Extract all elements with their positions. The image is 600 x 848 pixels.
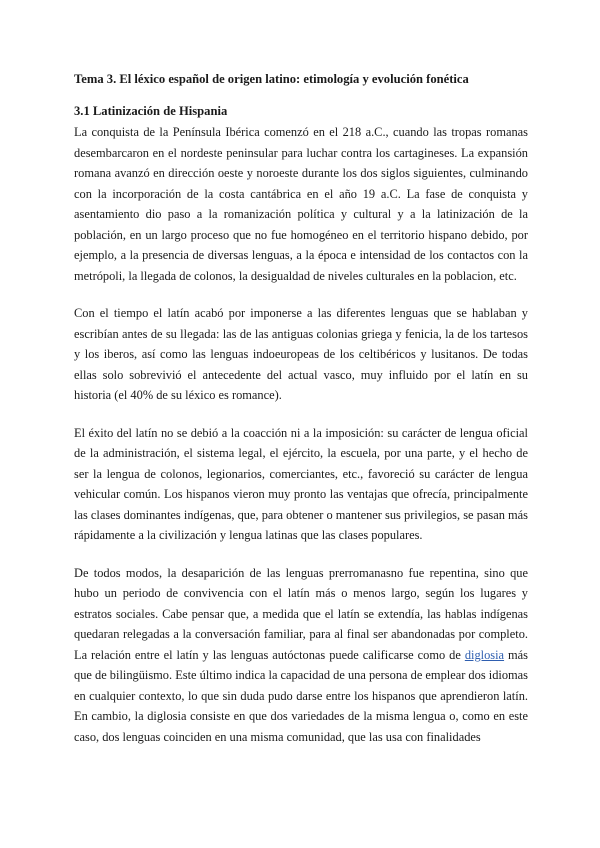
- paragraph-conquista: La conquista de la Península Ibérica comenzó en el 218 a.C., cuando las tropas romanas desembarcaron en el nordeste peninsular para luchar contra los cartagineses. La expansión romana avanzó en dirección oeste y noroeste durante los dos siglos siguientes, culminando con la incorporación de la costa cantábrica en el año 19 a.C. La fase de conquista y asentamiento dio paso a la romanización política y cultural y a la latinización de la población, en un largo proceso que no fue homogéneo en el territorio hispano debido, por ejemplo, a la presencia de diversas lenguas, a la época e intensidad de los contactos con la metrópoli, la llegada de colonos, la desigualdad de niveles culturales en la poblacion, etc.: [74, 125, 528, 283]
- paragraph-exito-latin: El éxito del latín no se debió a la coacción ni a la imposición: su carácter de lengua oficial de la administración, el sistema legal, el ejército, la escuela, por una parte, y el hecho de ser la lengua de colonos, legionarios, comerciantes, etc., favoreció su carácter de lengua vehicular común. Los hispanos vieron muy pronto las ventajas que ofrecía, principalmente las clases dominantes indígenas, que, para obtener o mantener sus privilegios, se pasan más rápidamente a la civilización y lengua latinas que las clases populares.: [74, 425, 528, 542]
- section-heading: 3.1 Latinización de Hispania: [74, 104, 228, 118]
- paragraph-text-after-link: más que de bilingüismo. Este último indica la capacidad de una persona de emplear dos idiomas en cualquier contexto, lo que sin duda pudo darse entre los hispanos que aprendieron latín. En cambio, la diglosia consiste en que dos variedades de la misma lengua o, como en este caso, dos lenguas coinciden en una misma comunidad, que las usa con finalidades: [74, 647, 528, 744]
- paragraph-diglosia: [74, 563, 528, 748]
- document-title: Tema 3. El léxico español de origen latino: etimología y evolución fonética: [74, 72, 469, 86]
- document-page: [74, 70, 528, 764]
- diglosia-link[interactable]: diglosia: [464, 647, 505, 662]
- paragraph-text-before-link: De todos modos, la desaparición de las lenguas prerromanasno fue repentina, sino que hubo un periodo de convivencia con el latín más o menos largo, según los lugares y estratos sociales. Cabe pensar que, a medida que el latín se extendía, las hablas indígenas quedaran relegadas a la conversación familiar, para al final ser abandonadas por completo. La relación entre el latín y las lenguas autóctonas puede calificarse como de: [74, 565, 528, 662]
- paragraph-imposicion-latin: Con el tiempo el latín acabó por imponerse a las diferentes lenguas que se hablaban y escribían antes de su llegada: las de las antiguas colonias griega y fenicia, la de los tartesos y los iberos, así como las lenguas indoeuropeas de los celtibéricos y lusitanos. De todas ellas solo sobrevivió el antecedente del actual vasco, muy influido por el latín en su historia (el 40% de su léxico es romance).: [74, 306, 528, 402]
